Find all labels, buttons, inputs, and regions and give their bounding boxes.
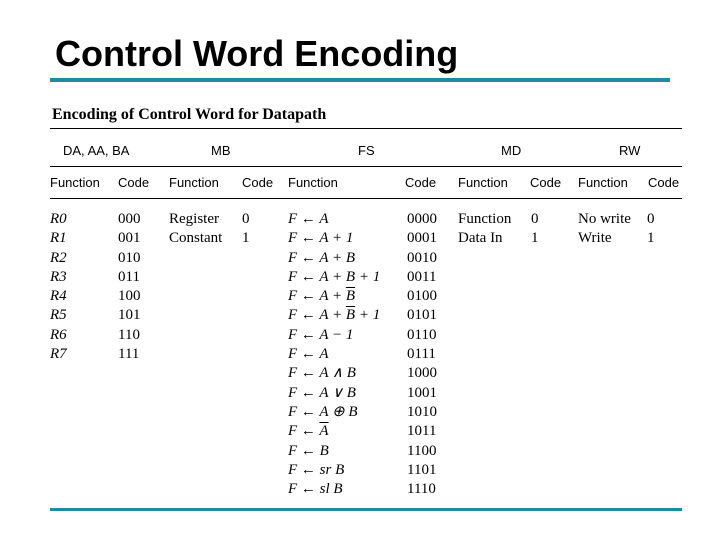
slide-title: Control Word Encoding [55,33,459,74]
fs-expression: F ← [288,423,320,440]
list-item: 101 [118,307,141,324]
list-item [288,403,380,422]
col-header-reg-function: Function [50,175,100,190]
list-item: 010 [118,249,141,266]
fs-expression: F ← A + B + 1 [288,268,381,285]
group-header-md: MD [501,143,522,158]
list-item: 0000 [407,211,437,227]
group-header-registers: DA, AA, BA [63,143,130,158]
fs-expression: F ← A [288,211,329,227]
list-item: R7 [50,346,67,363]
list-item: R0 [50,211,67,227]
list-item: R1 [50,230,67,247]
list-item: 1001 [407,384,437,401]
col-header-md-function: Function [458,175,508,190]
list-item: R6 [50,326,67,343]
list-item [288,268,380,287]
fs-expression: F ← A + 1 [288,230,354,247]
list-item: 011 [118,268,140,285]
list-item: 0010 [407,249,437,266]
list-item: 0101 [407,307,437,324]
rw-code-list [647,210,655,249]
col-header-fs-code: Code [405,175,437,190]
list-item: 0111 [407,346,436,363]
list-item [288,345,380,364]
fs-code-list [407,210,437,499]
col-header-mb-function: Function [169,175,219,190]
mb-function-list [169,210,222,249]
rw-function-list [578,210,631,249]
fs-function-list [288,210,380,499]
table-top-rule [50,128,682,129]
group-header-fs: FS [358,143,375,158]
list-item [288,210,380,229]
list-item: 001 [118,230,141,247]
list-item [288,461,380,480]
fs-expression: F ← sl B [288,481,343,498]
fs-expression-tail: + 1 [355,307,381,324]
list-item: 1101 [407,461,437,478]
fs-expression: F ← A − 1 [288,326,354,343]
list-item: Constant [169,230,223,247]
list-item: 0011 [407,268,437,285]
list-item: Data In [458,230,503,247]
fs-complemented-operand: $\overline{B}$ [345,288,356,305]
list-item: R4 [50,288,67,305]
mb-code-list [242,210,250,249]
fs-expression: F ← A + B [288,249,356,266]
list-item: Register [169,211,219,227]
list-item [288,422,380,441]
list-item: Function [458,211,512,227]
col-header-md-code: Code [530,175,562,190]
list-item [288,326,380,345]
list-item [288,480,380,499]
list-item: 0 [647,211,655,227]
list-item: 1000 [407,365,437,382]
md-code-list [531,210,539,249]
title-underline [50,78,670,82]
fs-expression: F ← A [288,346,329,363]
fs-expression: F ← A + [288,307,346,324]
list-item: 0 [242,211,250,227]
list-item: 1110 [407,481,436,498]
fs-expression: F ← A + [288,288,346,305]
list-item: 1 [647,230,655,247]
fs-complemented-operand: $\overline{A}$ [319,423,329,440]
list-item [288,249,380,268]
list-item [288,229,380,248]
list-item: 1 [242,230,250,247]
fs-expression: F ← A ∨ B [288,384,356,401]
fs-expression: F ← A ⊕ B [288,403,358,420]
list-item: 1011 [407,423,437,440]
list-item: No write [578,211,631,227]
list-item: 0100 [407,288,437,305]
table-bottom-rule [50,508,682,511]
list-item: 0110 [407,326,437,343]
col-header-rw-function: Function [578,175,628,190]
fs-expression: F ← A ∧ B [288,365,356,382]
reg-function-list [50,210,67,364]
list-item [288,384,380,403]
list-item: 000 [118,211,141,227]
col-header-rw-code: Code [648,175,680,190]
group-header-mb: MB [211,143,231,158]
fs-complemented-operand: $\overline{B}$ [345,307,356,324]
list-item: 1010 [407,403,437,420]
list-item: 0 [531,211,539,227]
list-item: R3 [50,268,67,285]
list-item: 111 [118,346,140,363]
column-header-rule [50,198,682,199]
fs-expression: F ← sr B [288,461,345,478]
fs-expression: F ← B [288,442,329,459]
group-header-rw: RW [619,143,641,158]
list-item [288,442,380,461]
list-item: R5 [50,307,67,324]
col-header-reg-code: Code [118,175,150,190]
list-item: 110 [118,326,140,343]
list-item: R2 [50,249,67,266]
group-header-rule [50,166,682,167]
md-function-list [458,210,511,249]
list-item [288,287,380,306]
list-item: 1 [531,230,539,247]
list-item [288,306,380,325]
table-caption: Encoding of Control Word for Datapath [52,106,327,123]
reg-code-list [118,210,141,364]
list-item: 100 [118,288,141,305]
col-header-fs-function: Function [288,175,338,190]
col-header-mb-code: Code [242,175,274,190]
list-item: 1100 [407,442,437,459]
list-item: 0001 [407,230,437,247]
list-item: Write [578,230,612,247]
list-item [288,364,380,383]
